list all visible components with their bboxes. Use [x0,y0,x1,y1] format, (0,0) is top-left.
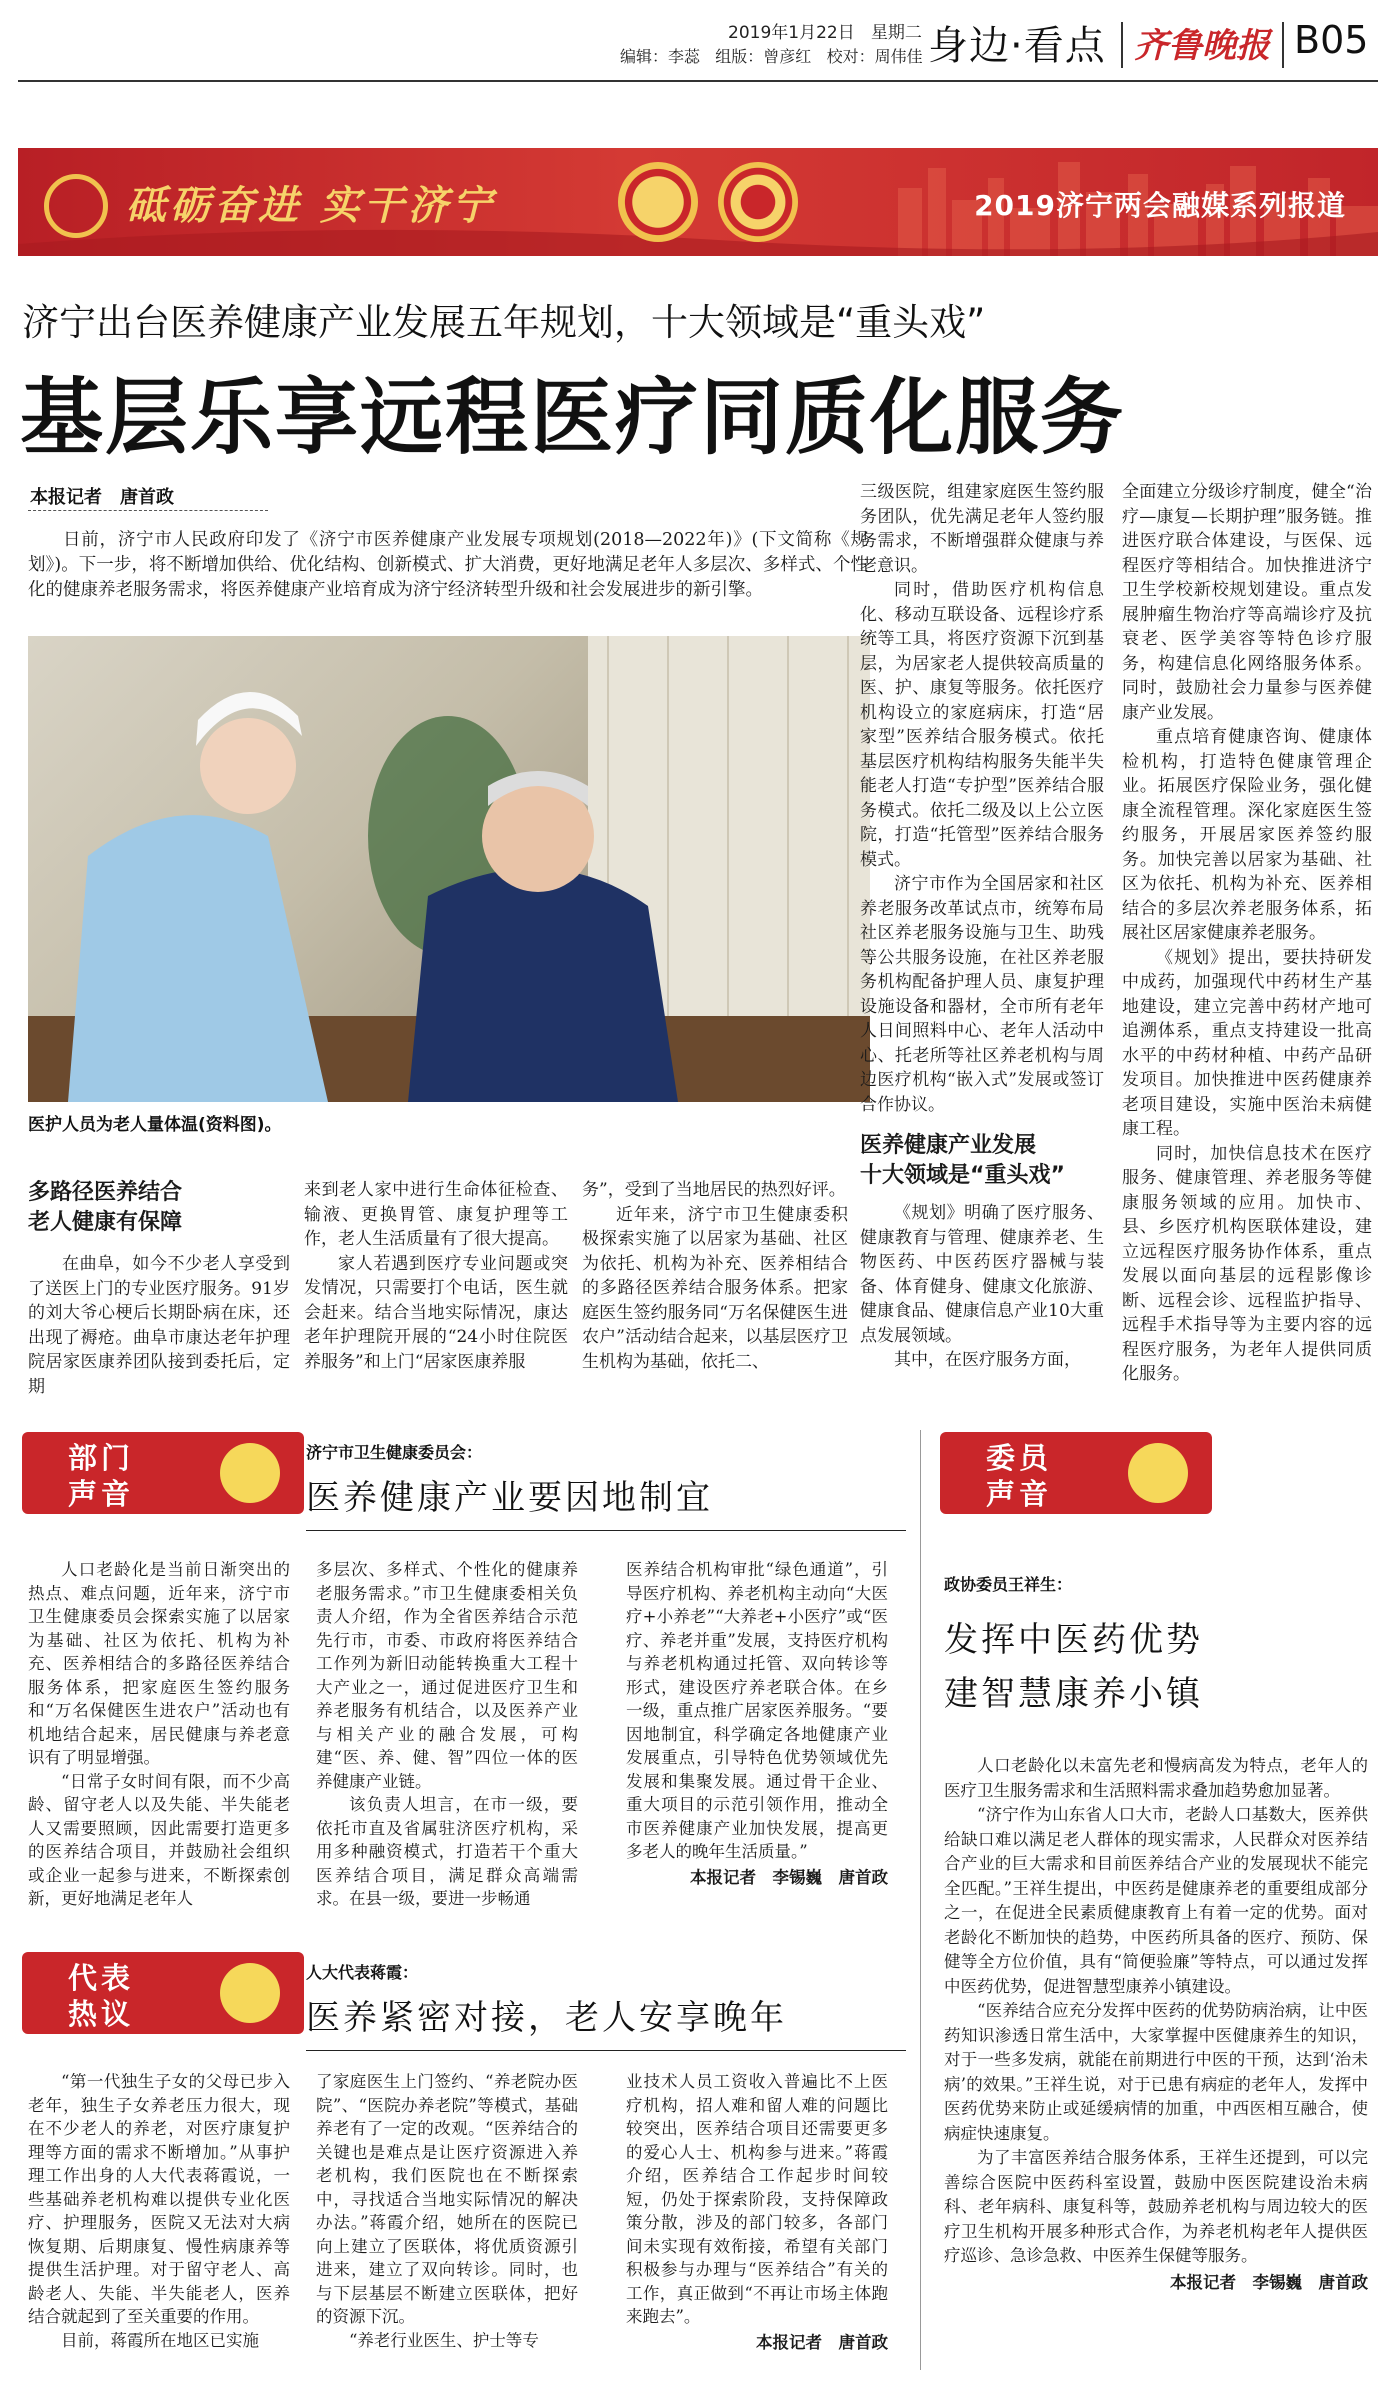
rep-badge-line1: 代表 [68,1961,135,1995]
col-b-text-2: 家人若遇到医疗专业问题或突发情况，只需要打个电话，医生就会赶来。结合当地实际情况，康达老年护理院开展的“24小时住院医养服务”和上门“居家医康养服 [304,1253,568,1372]
article-column-c [582,1178,848,1374]
member-org: 政协委员王祥生： [944,1575,1073,1594]
article-column-b [304,1178,568,1374]
subhead-1: 多路径医养结合 [28,1180,183,1205]
dept-c2-p2: 该负责人坦言，在市一级，要依托市直及省属驻济医疗机构，采用多种融资模式，打造若干个重大医养结合项目，满足群众高端需求。在县一级，要进一步畅通 [316,1795,578,1908]
paper-logo: 齐鲁晚报 [1134,26,1270,66]
article-photo [28,636,870,1102]
col-d-text-1: 三级医院，组建家庭医生签约服务团队，优先满足老年人签约服务需求，不断增强群众健康与养老意识。 [860,482,1104,576]
microphone-icon [220,1443,280,1503]
member-title-2: 建智慧康养小镇 [944,1674,1203,1714]
article-column-d [860,480,1104,1373]
dept-org: 济宁市卫生健康委员会： [306,1443,483,1462]
masthead-rule [18,80,1378,82]
cppcc-emblem-icon [718,162,798,242]
lead-paragraph: 日前，济宁市人民政府印发了《济宁市医养健康产业发展专项规划(2018—2022年)》(下文简称《规划》)。下一步，将不断增加供给、优化结构、创新模式、扩大消费，更好地满足老年人多层次、多样式、个性化的健康养老服务需求，将医养健康产业培育成为济宁经济转型升级和社会发展进步的新引擎。 [28,530,868,600]
editor: 编辑：李蕊 [620,47,701,66]
dept-column-3 [626,1558,888,1889]
col-b-text-1: 来到老人家中进行生命体征检查、输液、更换胃管、康复护理等工作，老人生活质量有了很大提高。 [304,1180,568,1249]
rep-column-3 [626,2070,888,2354]
masthead-divider [1121,22,1123,68]
col-e-text-1: 全面建立分级诊疗制度，健全“治疗—康复—长期护理”服务链。推进医疗联合体建设，与医保、远程医疗等相结合。加快推进济宁卫生学校新校规划建设。重点发展肿瘤生物治疗等高端诊疗及抗衰老、医学美容等特色诊疗服务，构建信息化网络服务体系。同时，鼓励社会力量参与医养健康产业发展。 [1122,482,1372,723]
member-p4: 为了丰富医养结合服务体系，王祥生还提到，可以完善综合医院中医药科室设置，鼓励中医医院建设治未病科、老年病科、康复科等，鼓励养老机构与周边较大的医疗卫生机构开展多种形式合作，为养老机构老年人提供医疗巡诊、急诊急救、中医养生保健等服务。 [944,2148,1368,2265]
dept-c1-p1: 人口老龄化是当前日渐突出的热点、难点问题，近年来，济宁市卫生健康委员会探索实施了以居家为基础、社区为依托、机构为补充、医养相结合的多路径医养结合服务体系，把家庭医生签约服务和“万名保健医生进农户”活动也有机地结合起来，居民健康与养老意识有了明显增强。 [28,1560,290,1767]
rep-org: 人大代表蒋霞： [306,1963,419,1982]
dept-badge [22,1432,304,1514]
banner [18,148,1378,256]
weekday: 星期二 [870,23,922,43]
section-name: 身边·看点 [928,23,1106,69]
article-lead [28,528,868,603]
dept-column-2 [316,1558,578,1911]
article-kicker: 济宁出台医养健康产业发展五年规划，十大领域是“重头戏” [22,301,986,344]
col-e-text-2: 重点培育健康咨询、健康体检机构，打造特色健康管理企业。拓展医疗保险业务，强化健康全流程管理。深化家庭医生签约服务，开展居家医养签约服务。加快完善以居家为基础、社区为依托、机构为补充、医养相结合的多层次养老服务体系，拓展社区居家健康养老服务。 [1122,727,1372,943]
rep-c1-p1: “第一代独生子女的父母已步入老年，独生子女养老压力很大，现在不少老人的养老，对医疗康复护理等方面的需求不断增加。”从事护理工作出身的人大代表蒋霞说，一些基础养老机构难以提供专业化医疗、护理服务，医院又无法对大病恢复期、后期康复、慢性病康养等提供生活护理。对于留守老人、高龄老人、失能、半失能老人，医养结合就起到了至关重要的作用。 [28,2072,290,2326]
member-column [944,1754,1368,2295]
member-badge-line1: 委员 [986,1441,1053,1475]
col-d-text-5: 其中，在医疗服务方面， [894,1350,1081,1370]
rep-rule [306,2050,906,2051]
dept-c2-p1: 多层次、多样式、个性化的健康养老服务需求。”市卫生健康委相关负责人介绍，作为全省医养结合示范先行市，市委、市政府将医养结合工作列为新旧动能转换重大工程十大产业之一，通过促进医疗卫生和养老服务有机结合，以及医养产业与相关产业的融合发展，可构建“医、养、健、智”四位一体的医养健康产业链。 [316,1560,578,1791]
member-badge-line2: 声音 [986,1477,1053,1511]
col-e-text-4: 同时，加快信息技术在医疗服务、健康管理、养老服务等健康服务领域的应用。加快市、县、乡医疗机构医联体建设，建立远程医疗服务协作体系，重点发展以面向基层的远程影像诊断、远程会诊、远程监护指导、远程手术指导等为主要内容的远程医疗服务，为老年人提供同质化服务。 [1122,1143,1372,1384]
photo-illustration [28,636,870,1102]
col-d-text-3: 济宁市作为全国居家和社区养老服务改革试点市，统筹布局社区养老服务设施与卫生、助残等公共服务设施，在社区养老服务机构配备护理人员、康复护理设施设备和器材，全市所有老年人日间照料中心、老年人活动中心、托老所等社区养老机构与周边医疗机构“嵌入式”发展或签订合作协议。 [860,874,1104,1115]
dept-badge-line2: 声音 [68,1477,135,1511]
article-column-e [1122,480,1372,1387]
rep-sign: 本报记者 唐首政 [756,2332,888,2352]
col-d-text-2: 同时，借助医疗机构信息化、移动互联设备、远程诊疗系统等工具，将医疗资源下沉到基层，为居家老人提供较高质量的医、护、康复等服务。依托医疗机构设立的家庭病床，打造“居家型”医养结合服务模式。依托基层医疗机构结构服务失能半失能老人打造“专护型”医养结合服务模式。依托二级及以上公立医院，打造“托管型”医养结合服务模式。 [860,580,1104,870]
member-sign: 本报记者 李锡巍 唐首政 [1170,2272,1368,2292]
dept-badge-line1: 部门 [68,1441,135,1475]
layout-editor: 组版：曾彦红 [715,47,812,66]
col-a-text: 在曲阜，如今不少老人享受到了送医上门的专业医疗服务。91岁的刘大爷心梗后长期卧病在床，还出现了褥疮。曲阜市康达老年护理院居家医康养团队接到委托后，定期 [28,1254,290,1397]
page-number: B05 [1294,18,1369,62]
date: 2019年1月22日 [728,23,855,43]
masthead-date [728,18,922,43]
banner-slogan: 砥砺奋进 实干济宁 [126,182,496,229]
dept-column-1 [28,1558,290,1911]
article-column-a [28,1178,290,1399]
podium-icon [220,1963,280,2023]
column-divider [920,1430,921,2370]
rep-c2-p2: “养老行业医生、护士等专 [349,2330,539,2350]
member-p2: “济宁作为山东省人口大市，老龄人口基数大，医养供给缺口难以满足老人群体的现实需求，人民群众对医养结合产业的巨大需求和目前医养结合产业的发展现状不能完全匹配。”王祥生提出，中医药是健康养老的重要组成部分之一，在促进全民素质健康教育上有着一定的优势。面对老龄化不断加快的趋势，中医药所具备的医疗、预防、保健等全方位价值，具有“简便验廉”等特点，可以通过发挥中医药优势，促进智慧型康养小镇建设。 [944,1805,1368,1996]
photo-caption: 医护人员为老人量体温(资料图)。 [28,1115,282,1135]
article-byline: 本报记者 唐首政 [30,487,174,508]
banner-series: 2019济宁两会融媒系列报道 [974,189,1346,222]
rep-column-1 [28,2070,290,2352]
rep-title: 医养紧密对接，老人安享晚年 [306,1998,787,2038]
member-title-1: 发挥中医药优势 [944,1620,1203,1660]
dept-c1-p2: “日常子女时间有限，而不少高龄、留守老人以及失能、半失能老人又需要照顾，因此需要打造更多的医养结合项目，并鼓励社会组织或企业一起参与进来，不断探索创新，更好地满足老年人 [28,1771,290,1908]
rep-badge-line2: 热议 [68,1997,135,2031]
dept-c3-p1: 医养结合机构审批“绿色通道”，引导医疗机构、养老机构主动向“大医疗+小养老”“大养老+小医疗”或“医疗、养老并重”发展，支持医疗机构与养老机构通过托管、双向转诊等形式，建设医疗养老联合体。在乡一级，重点推广居家医养服务。“要因地制宜，科学确定各地健康产业发展重点，引导特色优势领域优先发展和集聚发展。通过骨干企业、重大项目的示范引领作用，推动全市医养健康产业加快发展，提高更多老人的晚年生活质量。” [626,1560,888,1861]
banner-knot-icon [44,174,108,238]
member-badge [940,1432,1212,1514]
national-emblem-icon [618,162,698,242]
subhead-2b: 十大领域是“重头戏” [860,1163,1065,1188]
masthead-editors [620,44,923,67]
chat-bubble-icon [1128,1443,1188,1503]
col-c-text-2: 近年来，济宁市卫生健康委积极探索实施了以居家为基础、社区为依托、机构为补充、医养相结合的多路径医养结合服务体系。把家庭医生签约服务同“万名保健医生进农户”活动结合起来，以基层医疗卫生机构为基础，依托二、 [582,1204,848,1372]
member-p1: 人口老龄化以未富先老和慢病高发为特点，老年人的医疗卫生服务需求和生活照料需求叠加趋势愈加显著。 [944,1756,1368,1800]
col-e-text-3: 《规划》提出，要扶持研发中成药，加强现代中药材生产基地建设，建立完善中药材产地可追溯体系，重点支持建设一批高水平的中药材种植、中药产品研发项目。加快推进中医药健康养老项目建设，实施中医治未病健康工程。 [1122,947,1372,1139]
rep-c3-p1: 业技术人员工资收入普遍比不上医疗机构，招人难和留人难的问题比较突出，医养结合项目还需要更多的爱心人士、机构参与进来。”蒋霞介绍，医养结合工作起步时间较短，仍处于探索阶段，支持保障政策分散，涉及的部门较多，各部门间未实现有效衔接，希望有关部门积极参与办理与“医养结合”有关的工作，真正做到“不再让市场主体跑来跑去”。 [626,2072,888,2326]
byline-rule [28,510,268,511]
col-d-text-4: 《规划》明确了医疗服务、健康教育与管理、健康养老、生物医药、中医药医疗器械与装备、体育健身、健康文化旅游、健康食品、健康信息产业10大重点发展领域。 [860,1203,1104,1346]
proofreader: 校对：周伟佳 [826,47,923,66]
subhead-1b: 老人健康有保障 [28,1210,183,1235]
article-headline: 基层乐享远程医疗同质化服务 [20,369,1125,466]
dept-title: 医养健康产业要因地制宜 [306,1478,713,1518]
member-p3: “医养结合应充分发挥中医药的优势防病治病，让中医药知识渗透日常生活中，大家掌握中医健康养生的知识，对于一些多发病，就能在前期进行中医的干预，达到‘治未病’的效果。”王祥生说，对于已患有病症的老年人，发挥中医药优势来防止或延缓病情的加重，中西医相互融合，使病症快速康复。 [944,2001,1368,2143]
rep-badge [22,1952,304,2034]
rep-c2-p1: 了家庭医生上门签约、“养老院办医院”、“医院办养老院”等模式，基础养老有了一定的改观。“医养结合的关键也是难点是让医疗资源进入养老机构，我们医院也在不断探索中，寻找适合当地实际情况的解决办法。”蒋霞介绍，她所在的医院已向上建立了医联体，将优质资源引进来，建立了双向转诊。同时，也与下层基层不断建立医联体，把好的资源下沉。 [316,2072,578,2326]
masthead-divider-2 [1282,22,1284,68]
dept-sign: 本报记者 李锡巍 唐首政 [690,1867,888,1887]
rep-column-2 [316,2070,578,2352]
subhead-2: 医养健康产业发展 [860,1133,1037,1158]
dept-rule [306,1530,906,1531]
rep-c1-p2: 目前，蒋霞所在地区已实施 [61,2330,259,2350]
col-c-text-1: 务”，受到了当地居民的热烈好评。 [582,1180,846,1200]
